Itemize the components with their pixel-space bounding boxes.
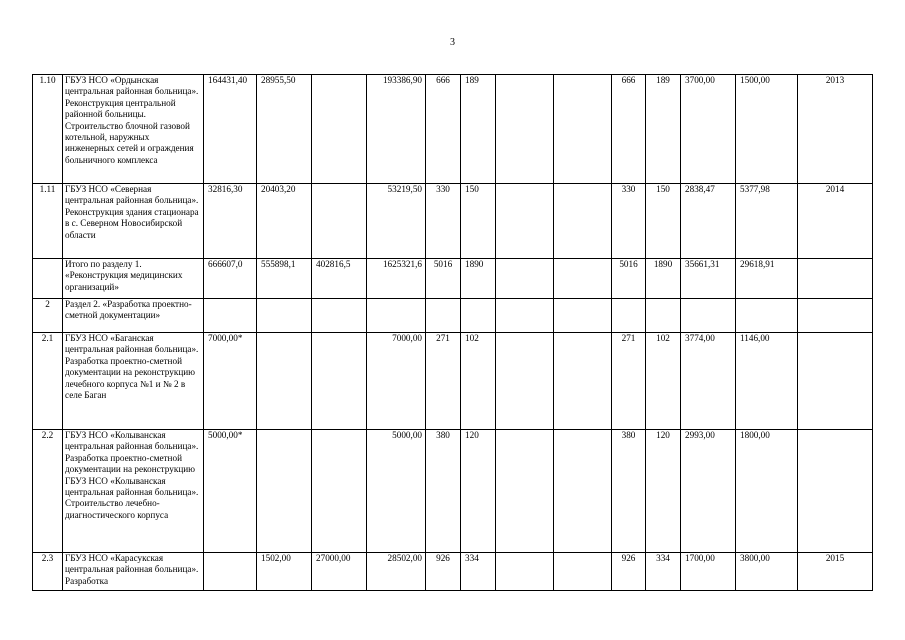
empty-cell-2 [554, 430, 612, 553]
amount-cell-1 [204, 299, 257, 333]
amount-cell-2: 28955,50 [257, 75, 312, 184]
metric-cell-4: 334 [646, 553, 681, 591]
year-cell [798, 430, 873, 553]
metric-cell-2 [461, 299, 496, 333]
amount-cell-1: 32816,30 [204, 184, 257, 259]
cost-cell-1: 1700,00 [681, 553, 736, 591]
row-number-cell [33, 259, 63, 299]
metric-cell-3: 666 [612, 75, 646, 184]
metric-cell-2: 102 [461, 333, 496, 430]
year-cell [798, 333, 873, 430]
row-number-cell: 2.1 [33, 333, 63, 430]
amount-cell-3 [312, 333, 367, 430]
page-number: 3 [450, 37, 455, 48]
amount-cell-3 [312, 299, 367, 333]
empty-cell-2 [554, 184, 612, 259]
total-amount-cell: 5000,00 [367, 430, 426, 553]
empty-cell-1 [496, 333, 554, 430]
cost-cell-1: 2993,00 [681, 430, 736, 553]
cost-cell-1 [681, 299, 736, 333]
empty-cell-2 [554, 299, 612, 333]
row-number-cell: 1.10 [33, 75, 63, 184]
empty-cell-1 [496, 259, 554, 299]
metric-cell-1 [426, 299, 461, 333]
metric-cell-1: 380 [426, 430, 461, 553]
facility-name-cell: ГБУЗ НСО «Карасукская центральная районная больница». Разработка [63, 553, 204, 591]
metric-cell-3 [612, 299, 646, 333]
amount-cell-3 [312, 75, 367, 184]
empty-cell-1 [496, 553, 554, 591]
metric-cell-3: 926 [612, 553, 646, 591]
row-number-cell: 2.3 [33, 553, 63, 591]
cost-cell-1: 3774,00 [681, 333, 736, 430]
metric-cell-2: 1890 [461, 259, 496, 299]
amount-cell-2: 20403,20 [257, 184, 312, 259]
amount-cell-1: 666607,0 [204, 259, 257, 299]
empty-cell-1 [496, 75, 554, 184]
metric-cell-3: 5016 [612, 259, 646, 299]
metric-cell-4 [646, 299, 681, 333]
table-row [33, 553, 873, 591]
total-amount-cell: 53219,50 [367, 184, 426, 259]
metric-cell-3: 380 [612, 430, 646, 553]
facility-table [32, 74, 873, 591]
empty-cell-1 [496, 299, 554, 333]
metric-cell-4: 120 [646, 430, 681, 553]
cost-cell-2: 3800,00 [736, 553, 798, 591]
metric-cell-2: 150 [461, 184, 496, 259]
facility-name-cell: Итого по разделу 1. «Реконструкция медицинских организаций» [63, 259, 204, 299]
table-row [33, 299, 873, 333]
table-row [33, 75, 873, 184]
amount-cell-2: 555898,1 [257, 259, 312, 299]
metric-cell-4: 150 [646, 184, 681, 259]
amount-cell-1 [204, 553, 257, 591]
table-row [33, 184, 873, 259]
amount-cell-2 [257, 333, 312, 430]
metric-cell-4: 1890 [646, 259, 681, 299]
cost-cell-2 [736, 299, 798, 333]
amount-cell-1: 164431,40 [204, 75, 257, 184]
metric-cell-4: 189 [646, 75, 681, 184]
amount-cell-3 [312, 430, 367, 553]
row-number-cell: 2.2 [33, 430, 63, 553]
year-cell: 2015 [798, 553, 873, 591]
metric-cell-4: 102 [646, 333, 681, 430]
total-amount-cell [367, 299, 426, 333]
facility-name-cell: ГБУЗ НСО «Колыванская центральная районная больница». Разработка проектно-сметной документации на реконструкцию ГБУЗ НСО «Колыванская центральная районная больница». Строительство лечебно-диагностического корпуса [63, 430, 204, 553]
cost-cell-2: 1800,00 [736, 430, 798, 553]
cost-cell-2: 5377,98 [736, 184, 798, 259]
row-number-cell: 2 [33, 299, 63, 333]
total-amount-cell: 7000,00 [367, 333, 426, 430]
empty-cell-2 [554, 75, 612, 184]
table-row [33, 259, 873, 299]
metric-cell-3: 330 [612, 184, 646, 259]
facility-name-cell: ГБУЗ НСО «Северная центральная районная больница». Реконструкция здания стационара в с. Северном Новосибирской области [63, 184, 204, 259]
amount-cell-1: 7000,00* [204, 333, 257, 430]
metric-cell-1: 926 [426, 553, 461, 591]
facility-name-cell: ГБУЗ НСО «Баганская центральная районная больница». Разработка проектно-сметной документации на реконструкцию лечебного корпуса №1 и № 2 в селе Баган [63, 333, 204, 430]
year-cell [798, 259, 873, 299]
year-cell [798, 299, 873, 333]
amount-cell-2 [257, 299, 312, 333]
empty-cell-2 [554, 333, 612, 430]
year-cell: 2013 [798, 75, 873, 184]
total-amount-cell: 28502,00 [367, 553, 426, 591]
amount-cell-2 [257, 430, 312, 553]
table-row [33, 430, 873, 553]
cost-cell-2: 29618,91 [736, 259, 798, 299]
metric-cell-3: 271 [612, 333, 646, 430]
year-cell: 2014 [798, 184, 873, 259]
metric-cell-2: 334 [461, 553, 496, 591]
amount-cell-3 [312, 184, 367, 259]
amount-cell-1: 5000,00* [204, 430, 257, 553]
cost-cell-1: 35661,31 [681, 259, 736, 299]
table-row [33, 333, 873, 430]
total-amount-cell: 1625321,6 [367, 259, 426, 299]
row-number-cell: 1.11 [33, 184, 63, 259]
empty-cell-1 [496, 430, 554, 553]
cost-cell-1: 2838,47 [681, 184, 736, 259]
facility-name-cell: ГБУЗ НСО «Ордынская центральная районная больница». Реконструкция центральной районной больницы. Строительство блочной газовой котельной, наружных инженерных сетей и ограждения больничного комплекса [63, 75, 204, 184]
empty-cell-1 [496, 184, 554, 259]
amount-cell-3: 27000,00 [312, 553, 367, 591]
amount-cell-3: 402816,5 [312, 259, 367, 299]
total-amount-cell: 193386,90 [367, 75, 426, 184]
metric-cell-1: 5016 [426, 259, 461, 299]
metric-cell-2: 120 [461, 430, 496, 553]
cost-cell-2: 1500,00 [736, 75, 798, 184]
metric-cell-1: 666 [426, 75, 461, 184]
cost-cell-2: 1146,00 [736, 333, 798, 430]
empty-cell-2 [554, 553, 612, 591]
facility-name-cell: Раздел 2. «Разработка проектно-сметной документации» [63, 299, 204, 333]
metric-cell-1: 330 [426, 184, 461, 259]
metric-cell-2: 189 [461, 75, 496, 184]
cost-cell-1: 3700,00 [681, 75, 736, 184]
metric-cell-1: 271 [426, 333, 461, 430]
amount-cell-2: 1502,00 [257, 553, 312, 591]
empty-cell-2 [554, 259, 612, 299]
